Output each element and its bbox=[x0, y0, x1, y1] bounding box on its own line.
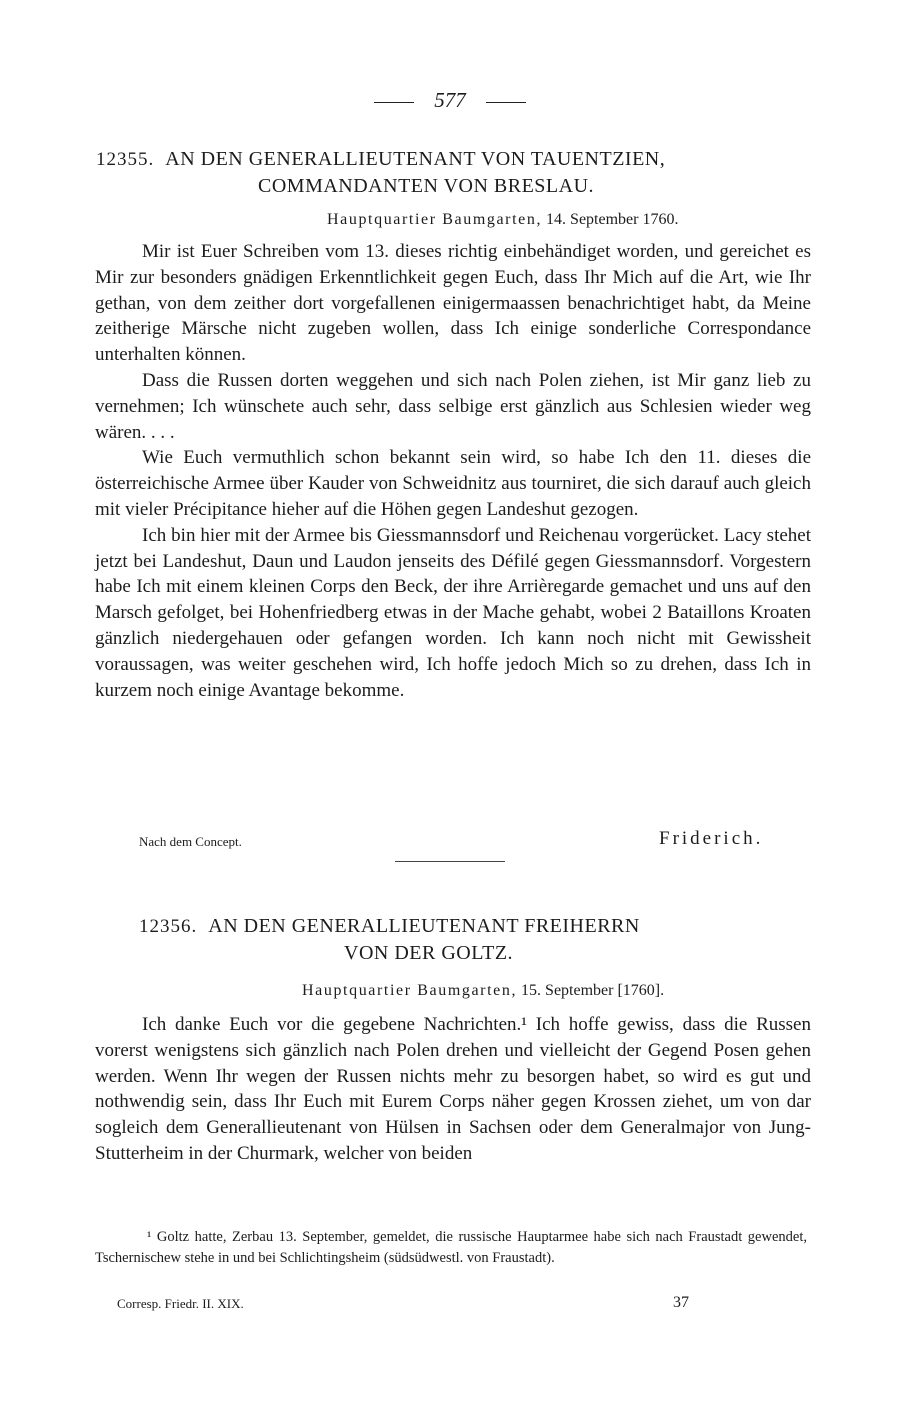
letter-2-number: 12356. bbox=[139, 916, 198, 937]
page-number: 577 bbox=[434, 88, 466, 112]
page-header bbox=[0, 88, 900, 113]
section-divider bbox=[395, 861, 505, 862]
letter-1-heading-line2: COMMANDANTEN VON BRESLAU. bbox=[258, 175, 595, 197]
signature: Friderich. bbox=[659, 828, 764, 849]
letter-1-date: 14. September 1760. bbox=[546, 211, 679, 228]
header-rule-left bbox=[374, 102, 414, 103]
footnote-text: ¹ Goltz hatte, Zerbau 13. September, gemeldet, die russische Hauptarmee habe sich nach Fraustadt gewendet, Tschernischew stehe in und bei Schlichtingsheim (südsüdwestl. von Fraustadt). bbox=[95, 1229, 807, 1266]
letter-2-place: Hauptquartier Baumgarten, bbox=[302, 982, 518, 999]
letter-1-place: Hauptquartier Baumgarten, bbox=[327, 211, 543, 228]
letter-2-dateline bbox=[302, 982, 664, 1000]
letter-1-number: 12355. bbox=[96, 149, 155, 170]
letter-2-body bbox=[95, 1012, 811, 1167]
footer-sheet-number: 37 bbox=[673, 1294, 689, 1311]
letter-2-heading bbox=[139, 913, 640, 940]
letter-2-heading-line2: VON DER GOLTZ. bbox=[344, 942, 514, 964]
letter-1-paragraph: Ich bin hier mit der Armee bis Giessmannsdorf und Reichenau vorgerücket. Lacy stehet jetzt bei Landeshut, Daun und Laudon jenseits des Défilé gegen Giessmannsdorf. Vorgestern habe Ich mit einem kleinen Corps den Beck, der ihre Arrièregarde gemachet und uns auf den Marsch gefolget, bei Hohenfriedberg etwas in der Mache gehabt, wobei 2 Bataillons Kroaten gänzlich niedergehauen oder gefangen worden. Ich kann noch nicht mit Gewissheit voraussagen, was weiter geschehen wird, Ich hoffe jedoch Mich so zu drehen, dass Ich in kurzem noch einige Avantage bekomme. bbox=[95, 524, 811, 701]
letter-1-paragraph: Wie Euch vermuthlich schon bekannt sein wird, so habe Ich den 11. dieses die österreichische Armee über Kauder von Schweidnitz aus tourniret, die sich darauf auch gleich mit vieler Précipitance hieher auf die Höhen gegen Landeshut gezogen. bbox=[95, 447, 811, 520]
letter-2-paragraph: Ich danke Euch vor die gegebene Nachrichten.¹ Ich hoffe gewiss, dass die Russen vorerst wenigstens sich gänzlich nach Polen drehen und vielleicht der Gegend Posen gehen werden. Wenn Ihr wegen der Russen nichts mehr zu besorgen habet, so wird es gut und nothwendig sein, dass Ihr Euch mit Eurem Corps näher gegen Krossen ziehet, um von dar sogleich dem Generallieutenant von Hülsen in Sachsen oder dem Generalmajor von Jung-Stutterheim in der Churmark, welcher von beiden bbox=[95, 1014, 811, 1164]
letter-1-paragraph: Mir ist Euer Schreiben vom 13. dieses richtig einbehändiget worden, und gereichet es Mir zur besonders gnädigen Erkenntlichkeit gegen Euch, dass Ihr Mich auf die Art, wie Ihr gethan, von dem zeither dort vorgefallenen einigermaassen benachrichtiget habt, da Meine zeitherige Märsche nicht zugeben wollen, dass Ich einige sonderliche Correspondance unterhalten können. bbox=[95, 241, 811, 366]
letter-1-paragraph: Dass die Russen dorten weggehen und sich nach Polen ziehen, ist Mir ganz lieb zu vernehmen; Ich wünschete auch sehr, dass selbige erst gänzlich aus Schlesien wieder weg wären. . . . bbox=[95, 369, 811, 443]
letter-1-body bbox=[95, 239, 811, 703]
footnote bbox=[95, 1227, 807, 1269]
header-rule-right bbox=[486, 102, 526, 103]
letter-1-dateline bbox=[327, 211, 678, 229]
source-note: Nach dem Concept. bbox=[139, 834, 242, 849]
letter-2-date: 15. September [1760]. bbox=[521, 982, 665, 999]
letter-2-heading-line1: AN DEN GENERALLIEUTENANT FREIHERRN bbox=[208, 915, 640, 937]
footer-signature-mark: Corresp. Friedr. II. XIX. bbox=[117, 1296, 244, 1311]
letter-1-heading-line1: AN DEN GENERALLIEUTENANT VON TAUENTZIEN, bbox=[165, 148, 666, 170]
letter-1-heading bbox=[96, 146, 665, 173]
